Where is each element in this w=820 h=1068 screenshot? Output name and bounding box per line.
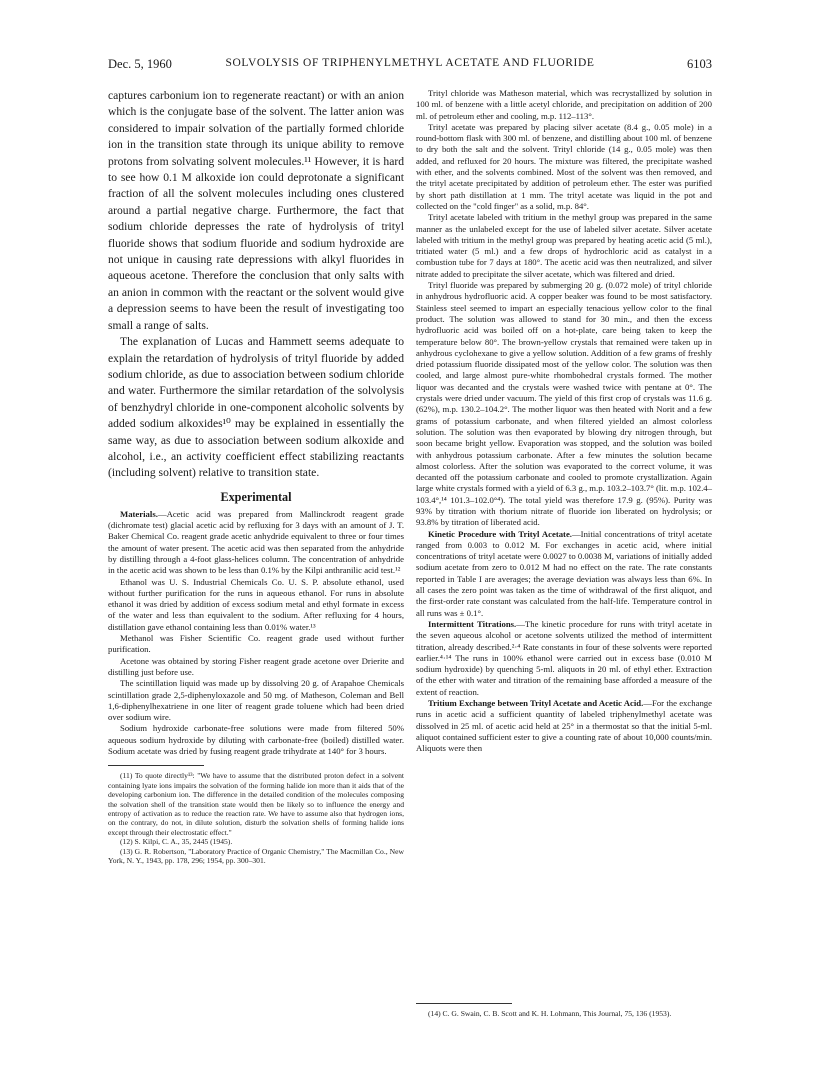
- page-number: 6103: [687, 57, 712, 71]
- right-column: [416, 88, 712, 755]
- header-title: SOLVOLYSIS OF TRIPHENYLMETHYL ACETATE AND FLUORIDE: [225, 57, 595, 69]
- footnote-rule: [108, 765, 204, 766]
- paragraph-scintillation: The scintillation liquid was made up by dissolving 20 g. of Arapahoe Chemicals scintillation grade 2,5-diphenyloxazole and 50 mg. of Matheson, Coleman and Bell 1,6-diphenylhexatriene in one liter of reagent grade toluene which had been dried over sodium wire.: [108, 678, 404, 723]
- paragraph-acetone: Acetone was obtained by storing Fisher reagent grade acetone over Drierite and distilling just before use.: [108, 655, 404, 677]
- paragraph-ethanol: Ethanol was U. S. Industrial Chemicals Co. U. S. P. absolute ethanol, used without further purification for the runs in aqueous ethanol. For runs in absolute ethanol it was dried by addition of excess sodium metal and ethyl formate in excess of the water and less than equivalent to the sodium. After refluxing for 4 hours, distillation gave ethanol containing less than 0.01% water.¹³: [108, 576, 404, 632]
- footnote-rule-right: [416, 1003, 512, 1004]
- materials-text: —Acetic acid was prepared from Mallinckrodt reagent grade (dichromate test) glacial acetic acid by refluxing for 3 days with an amount of J. T. Baker Chemical Co. reagent grade acetic anhydride equivalent to three or four times the amount of water present. The acetic acid was then separated from the anhydride by distilling through a 4-foot glass-helices column. The concentration of anhydride in the acetic acid was shown to be less than 0.1% by the Kilpi anthranilic acid test.¹²: [108, 508, 404, 576]
- run-in-heading-intermittent: Intermittent Titrations.: [428, 618, 517, 629]
- paragraph-trityl-fluoride: Trityl fluoride was prepared by submerging 20 g. (0.072 mole) of trityl chloride in anhydrous hydrofluoric acid. A copper beaker was found to be most satisfactory. Stainless steel seemed to impart an especially tenacious yellow color to the final product. The solution was allowed to stand for 30 min., and then the excess hydrofluoric acid was boiled off on a hot-plate, care being taken to keep the temperature below 80°. The brown-yellow crystals that remained were taken up in anhydrous cyclohexane to give a yellow solution. Addition of a few grams of freshly dried potassium fluoride dissipated most of the yellow color. The solution was then cooled, and large almost pure-white rhombohedral crystals formed. The mother liquor was decanted and the crystals were washed twice with pentane at 0°. The crystals were dried under vacuum. The yield of this first crop of crystals was 11.6 g. (62%), m.p. 130.2–104.2°. The mother liquor was then heated with Norit and a few grams of potassium carbonate, and when filtered yielded an almost colorless solution. The solution was then evaporated by blowing dry nitrogen through, but soon became bright yellow. Evaporation was stopped, and the solution was boiled with anhydrous potassium carbonate. After a few minutes the solution became almost colorless. After the solution was evaporated to the correct volume, it was decanted off the potassium carbonate and cooled to promote crystallization. Again large white crystals formed with a yield of 6.3 g., m.p. 103.2–103.7° (lit. m.p. 102.4–103.4°,¹⁴ 101.3–102.0°⁴). The total yield was therefore 17.9 g. (95%). Purity was 93% by titration with thorium nitrate of fluoride ion liberated on hydrolysis; or 93.8% by titration of liberated acid.: [416, 280, 712, 528]
- paragraph-anion-argument: captures carbonium ion to regenerate reactant) or with an anion which is the conjugate base of the solvent. The latter anion was considered to impair solvation of the partially formed chloride ion in the transition state through its unique ability to remove protons from solvating solvent molecules.¹¹ However, it is hard to see how 0.1 M alkoxide ion could deprotonate a significant fraction of all the solvent molecules including ones clustered around a partial negative charge. Furthermore, the fact that sodium chloride depresses the rate of hydrolysis of trityl fluoride shows that sodium fluoride and sodium hydroxide are not unique in causing rate depressions with alkyl fluorides in aqueous acetone. Therefore the conclusion that only salts with an anion in common with the reactant or the solvent would give a depression seems to have been the result of investigating too small a range of salts.: [108, 89, 404, 332]
- kinetic-text: —Initial concentrations of trityl acetate ranged from 0.003 to 0.012 M. For exchanges in acetic acid, where initial concentrations of trityl acetate were 0.0027 to 0.0038 M, variations of initially added sodium acetate from zero to 0.012 M had no effect on the rate. The rate constants reported in Table I are averages; the average deviation was always less than 6%. In all cases the zero point was taken as the time of withdrawal of the first aliquot, and the first-order rate constant was calculated from the half-life. Temperature control in all runs was ± 0.1°.: [416, 528, 712, 618]
- paragraph-kinetic-procedure: [416, 529, 712, 619]
- exchange-text: —For the exchange runs in acetic acid a sufficient quantity of labeled triphenylmethyl acetate was dissolved in 25 ml. of acetic acid held at 25° in a thermostat so that the initial 5-ml. aliquot contained sufficient ester to give a counting rate of about 10,000 counts/min. Aliquots were then: [416, 698, 712, 754]
- footnote-11: (11) To quote directly¹³: "We have to assume that the distributed proton defect in a solvent containing lyate ions impairs the solvation of the forming halide ion more than it aids that of the developing carbonium ion. The difference in the detailed condition of the molecules composing the solvation shell of the transition state would then be likely so to influence the energy and entropy of activation as to reduce the reaction rate. We have to assume also that hydrogen ions, on the contrary, do not, in dilute solution, disturb the solvation shells of forming halide ions except through their electrostatic effect.": [108, 771, 404, 837]
- run-in-heading-exchange: Tritium Exchange between Trityl Acetate and Acetic Acid.: [428, 698, 644, 709]
- left-column: [108, 88, 404, 865]
- header-date: Dec. 5, 1960: [108, 57, 172, 71]
- run-in-heading-kinetic: Kinetic Procedure with Trityl Acetate.: [428, 528, 572, 539]
- intermittent-text: —The kinetic procedure for runs with trityl acetate in the seven aqueous alcohol or acetone solvents utilized the method of intermittent titration, already described.²·⁴ Rate constants in four of these solvents were reported earlier.⁴·¹⁴ The runs in 100% ethanol were carried out in excess base (0.010 M sodium hydroxide) by quenching 5-ml. aliquots in 20 ml. of ethyl ether. Extraction of the ether with water and titration of the remaining base afforded a measure of the extent of reaction.: [416, 618, 713, 697]
- paragraph-lucas-hammett: The explanation of Lucas and Hammett seems adequate to explain the retardation of hydrolysis of trityl fluoride by added sodium chloride, as due to association between sodium chloride and water. Furthermore the similar retardation of the solvolysis of benzhydryl chloride in one-component alcoholic solvents by added sodium alkoxides¹⁰ may be explained in essentially the same way, as due to association between sodium alkoxide and alcohol, i.e., an activity coefficient effect stabilizing reactants (including solvent) relative to transition state.: [108, 335, 404, 480]
- paragraph-trityl-chloride: Trityl chloride was Matheson material, which was recrystallized by solution in 100 ml. of benzene with a little acetyl chloride, and precipitation on addition of 200 ml. of petroleum ether and cooling, m.p. 112–113°.: [416, 88, 712, 121]
- paragraph-methanol: Methanol was Fisher Scientific Co. reagent grade used without further purification.: [108, 633, 404, 655]
- right-footnotes: [416, 1003, 712, 1018]
- running-header: [108, 57, 712, 75]
- footnote-14: (14) C. G. Swain, C. B. Scott and K. H. Lohmann, This Journal, 75, 136 (1953).: [428, 1009, 672, 1018]
- paragraph-tritium-labeled: Trityl acetate labeled with tritium in the methyl group was prepared in the same manner as the unlabeled except for the use of labeled silver acetate. Silver acetate labeled with tritium in the methyl group was prepared by heating acetic acid (5 ml.), tritiated water (5 ml.) and a few drops of hydrochloric acid as catalyst in a combustion tube for 7 days at 180°. The acetic acid was then neutralized, and silver nitrate added to precipitate the silver acetate, which was filtered and dried.: [416, 212, 712, 279]
- run-in-heading-materials: Materials.: [120, 508, 158, 519]
- paragraph-sodium-hydroxide: Sodium hydroxide carbonate-free solutions were made from filtered 50% aqueous sodium hydroxide by diluting with carbonate-free (boiled) distilled water. Sodium acetate was dried by fusing reagent grade trihydrate at 140° for 3 hours.: [108, 723, 404, 756]
- paragraph-materials: [108, 509, 404, 577]
- section-heading-experimental: Experimental: [220, 489, 292, 504]
- footnote-13: (13) G. R. Robertson, "Laboratory Practice of Organic Chemistry," The Macmillan Co., New York, N. Y., 1943, pp. 178, 296; 1954, pp. 300–301.: [108, 846, 404, 865]
- paragraph-intermittent-titrations: [416, 619, 712, 698]
- footnote-12: (12) S. Kilpi, C. A., 35, 2445 (1945).: [120, 837, 233, 847]
- paragraph-trityl-acetate: Trityl acetate was prepared by placing silver acetate (8.4 g., 0.05 mole) in a round-bottom flask with 300 ml. of benzene, and distilling about 100 ml. of benzene to dry both the salt and the solvent. Trityl chloride (14 g., 0.05 mole) was then added, and refluxed for 20 hours. The mixture was filtered, the precipitate washed with ether, and the solvents combined. Most of the solvent was then removed, and the trityl acetate precipitated by addition of petroleum ether. The ester was purified by short path distillation at 1 mm. The trityl acetate was liquid in the pot and collected on the "cold finger" as a solid, m.p. 84°.: [416, 121, 712, 211]
- paragraph-tritium-exchange: [416, 698, 712, 754]
